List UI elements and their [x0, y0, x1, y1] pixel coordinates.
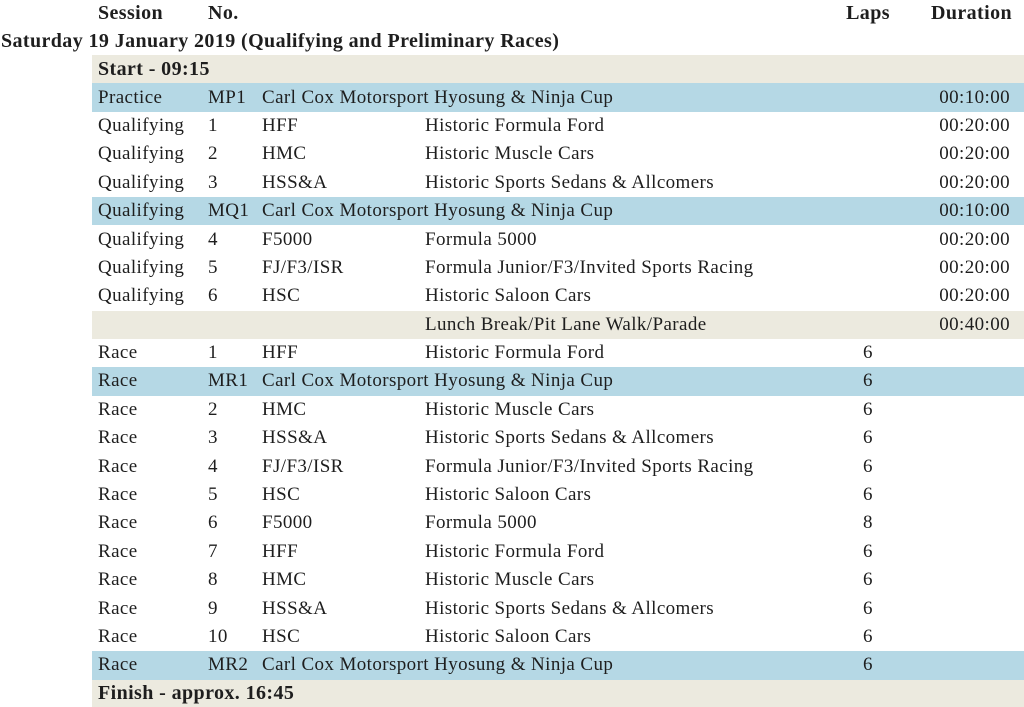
class-name-cell: Historic Muscle Cars	[425, 143, 595, 165]
schedule-row	[92, 651, 1024, 679]
session-number-cell: MR2	[208, 654, 249, 676]
finish-banner-label: Finish - approx. 16:45	[98, 681, 295, 704]
table-header-row	[92, 0, 1024, 27]
event-name-cell: Carl Cox Motorsport Hyosung & Ninja Cup	[262, 86, 614, 108]
session-cell: Race	[98, 484, 138, 506]
schedule-row	[92, 83, 1024, 111]
session-number-cell: 6	[208, 285, 218, 307]
laps-cell: 6	[863, 370, 873, 392]
class-code-cell: FJ/F3/ISR	[262, 256, 344, 278]
schedule-row	[92, 254, 1024, 282]
session-cell: Qualifying	[98, 228, 185, 250]
session-cell: Race	[98, 540, 138, 562]
event-name-cell: Carl Cox Motorsport Hyosung & Ninja Cup	[262, 370, 614, 392]
class-name-cell: Historic Sports Sedans & Allcomers	[425, 597, 715, 619]
laps-cell: 6	[863, 654, 873, 676]
schedule-row	[92, 112, 1024, 140]
schedule-row	[92, 282, 1024, 310]
session-number-cell: 10	[208, 626, 228, 647]
laps-cell: 6	[863, 484, 873, 506]
event-name-cell: Carl Cox Motorsport Hyosung & Ninja Cup	[262, 200, 614, 222]
session-cell: Qualifying	[98, 256, 185, 278]
class-code-cell: HFF	[262, 114, 299, 136]
class-name-cell: Historic Saloon Cars	[425, 626, 592, 647]
session-number-cell: 7	[208, 540, 218, 562]
session-cell: Race	[98, 455, 138, 477]
class-name-cell: Historic Saloon Cars	[425, 285, 592, 307]
date-title-row	[0, 27, 1024, 55]
class-name-cell: Historic Saloon Cars	[425, 484, 592, 506]
class-code-cell: HMC	[262, 398, 307, 420]
schedule-row	[92, 311, 1024, 339]
column-header-duration: Duration	[931, 2, 1012, 24]
schedule-row	[92, 452, 1024, 480]
schedule-row	[92, 225, 1024, 253]
session-cell: Race	[98, 597, 138, 619]
class-code-cell: F5000	[262, 228, 313, 250]
class-code-cell: HSS&A	[262, 171, 328, 193]
class-code-cell: HSC	[262, 626, 301, 647]
session-cell: Practice	[98, 86, 163, 108]
class-name-cell: Formula 5000	[425, 512, 537, 534]
class-name-cell: Lunch Break/Pit Lane Walk/Parade	[425, 313, 707, 335]
class-code-cell: HSC	[262, 484, 301, 506]
session-cell: Qualifying	[98, 285, 185, 307]
class-name-cell: Historic Sports Sedans & Allcomers	[425, 427, 715, 449]
session-cell: Qualifying	[98, 200, 185, 222]
duration-cell: 00:40:00	[939, 313, 1010, 335]
duration-cell: 00:20:00	[939, 228, 1010, 250]
session-number-cell: 6	[208, 512, 218, 534]
start-banner	[92, 55, 1024, 83]
duration-cell: 00:20:00	[939, 285, 1010, 307]
class-name-cell: Historic Muscle Cars	[425, 398, 595, 420]
class-name-cell: Historic Sports Sedans & Allcomers	[425, 171, 715, 193]
duration-cell: 00:20:00	[939, 171, 1010, 193]
class-code-cell: HMC	[262, 143, 307, 165]
session-number-cell: 3	[208, 427, 218, 449]
session-number-cell: 4	[208, 228, 218, 250]
schedule-row	[92, 424, 1024, 452]
session-cell: Race	[98, 370, 138, 392]
duration-cell: 00:10:00	[939, 200, 1010, 222]
class-code-cell: HSC	[262, 285, 301, 307]
laps-cell: 6	[863, 427, 873, 449]
laps-cell: 6	[863, 569, 873, 591]
session-number-cell: 2	[208, 143, 218, 165]
session-cell: Race	[98, 427, 138, 449]
session-number-cell: 5	[208, 484, 218, 506]
laps-cell: 6	[863, 540, 873, 562]
schedule-row	[92, 481, 1024, 509]
session-cell: Qualifying	[98, 143, 185, 165]
session-cell: Race	[98, 398, 138, 420]
class-code-cell: HFF	[262, 342, 299, 364]
schedule-row	[92, 566, 1024, 594]
class-code-cell: HSS&A	[262, 597, 328, 619]
class-code-cell: HFF	[262, 540, 299, 562]
session-number-cell: 1	[208, 342, 218, 364]
schedule-row	[92, 396, 1024, 424]
schedule-rows	[0, 83, 1024, 679]
session-cell: Race	[98, 654, 138, 676]
column-header-no: No.	[208, 2, 239, 24]
event-name-cell: Carl Cox Motorsport Hyosung & Ninja Cup	[262, 654, 614, 676]
session-number-cell: 9	[208, 597, 218, 619]
schedule-row	[92, 538, 1024, 566]
class-name-cell: Historic Formula Ford	[425, 540, 605, 562]
class-name-cell: Formula Junior/F3/Invited Sports Racing	[425, 455, 754, 477]
session-number-cell: 2	[208, 398, 218, 420]
session-number-cell: MQ1	[208, 200, 250, 222]
class-name-cell: Formula 5000	[425, 228, 537, 250]
session-cell: Qualifying	[98, 171, 185, 193]
duration-cell: 00:20:00	[939, 256, 1010, 278]
session-cell: Qualifying	[98, 114, 185, 136]
session-cell: Race	[98, 342, 138, 364]
duration-cell: 00:20:00	[939, 114, 1010, 136]
laps-cell: 8	[863, 512, 873, 534]
schedule-row	[92, 623, 1024, 651]
schedule-row	[92, 169, 1024, 197]
schedule-row	[92, 140, 1024, 168]
column-header-session: Session	[98, 2, 164, 24]
session-cell: Race	[98, 626, 138, 647]
class-code-cell: HMC	[262, 569, 307, 591]
start-banner-label: Start - 09:15	[98, 57, 210, 80]
finish-banner	[92, 680, 1024, 707]
schedule-row	[92, 339, 1024, 367]
session-number-cell: 3	[208, 171, 218, 193]
laps-cell: 6	[863, 626, 873, 647]
laps-cell: 6	[863, 597, 873, 619]
session-number-cell: 4	[208, 455, 218, 477]
session-number-cell: 5	[208, 256, 218, 278]
duration-cell: 00:10:00	[939, 86, 1010, 108]
date-title: Saturday 19 January 2019 (Qualifying and Preliminary Races)	[1, 29, 560, 52]
session-number-cell: 1	[208, 114, 218, 136]
duration-cell: 00:20:00	[939, 143, 1010, 165]
session-cell: Race	[98, 512, 138, 534]
laps-cell: 6	[863, 342, 873, 364]
class-name-cell: Formula Junior/F3/Invited Sports Racing	[425, 256, 754, 278]
column-header-laps: Laps	[846, 2, 890, 24]
class-name-cell: Historic Formula Ford	[425, 114, 605, 136]
session-number-cell: MP1	[208, 86, 247, 108]
session-number-cell: MR1	[208, 370, 249, 392]
schedule-row	[92, 594, 1024, 622]
class-code-cell: FJ/F3/ISR	[262, 455, 344, 477]
class-code-cell: F5000	[262, 512, 313, 534]
session-cell: Race	[98, 569, 138, 591]
laps-cell: 6	[863, 455, 873, 477]
class-name-cell: Historic Muscle Cars	[425, 569, 595, 591]
laps-cell: 6	[863, 398, 873, 420]
session-number-cell: 8	[208, 569, 218, 591]
class-code-cell: HSS&A	[262, 427, 328, 449]
schedule-row	[92, 197, 1024, 225]
class-name-cell: Historic Formula Ford	[425, 342, 605, 364]
schedule-row	[92, 367, 1024, 395]
schedule-row	[92, 509, 1024, 537]
